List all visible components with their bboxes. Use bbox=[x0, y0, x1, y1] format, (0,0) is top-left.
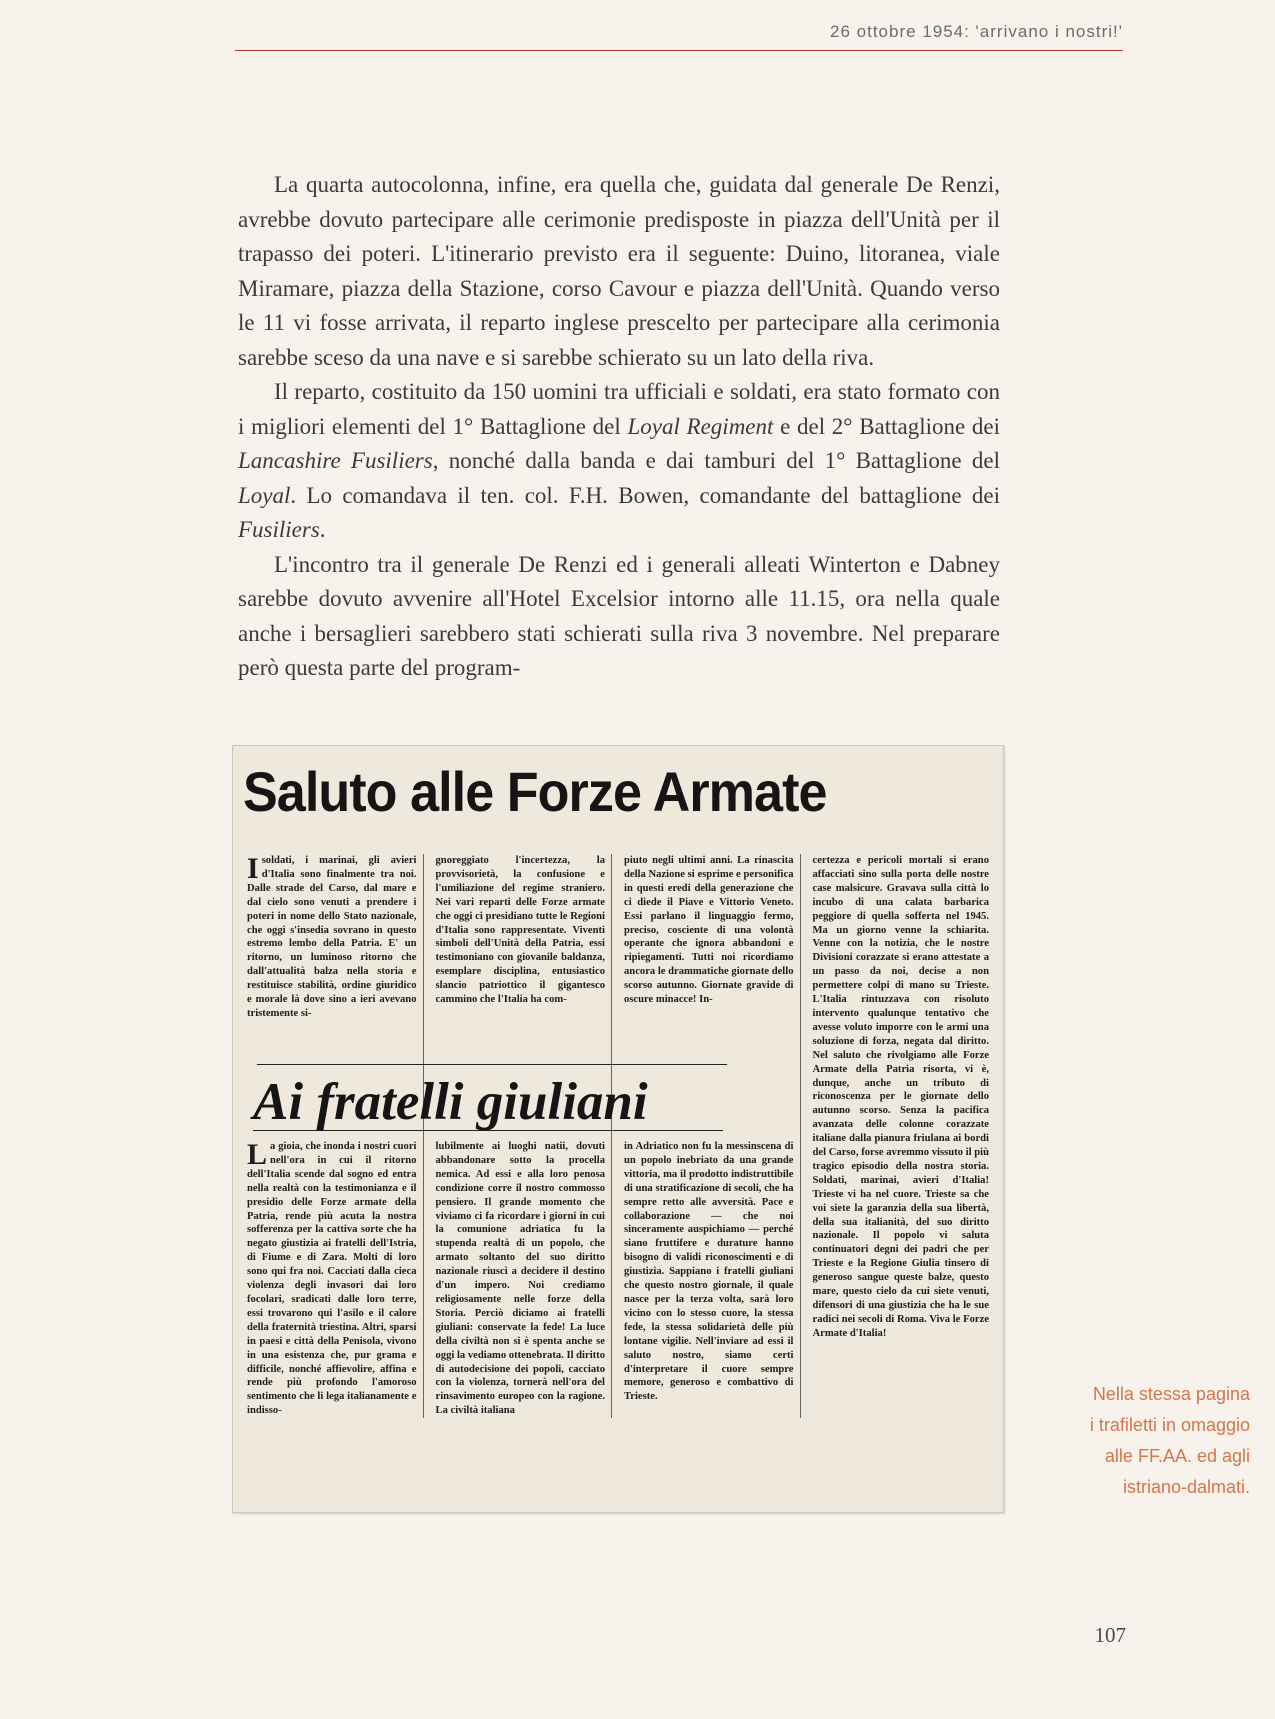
column-text: certezza e pericoli mortali si erano affacciati sino sulla porta delle nostre case malsicure. Gravava sulla città lo incubo di una calata barbarica peggiore di quella sofferta nel 1945. Ma un giorno venne la schiarita. Venne con la notizia, che le nostre Divisioni corazzate si erano attestate a un passo da noi, decise a non permettere colpi di mano su Trieste. L'Italia rintuzzava con risoluto intervento qualunque tentativo che avesse voluto imporre con le armi una soluzione di forza, negata dal diritto. Nel saluto che rivolgiamo alle Forze Armate della Patria risorta, vi è, dunque, anche un tributo di riconoscenza per le giornate dello autunno scorso. Senza la pacifica avanzata delle colonne corazzate italiane dalla pianura friulana ai bordi del Carso, forse avremmo vissuto il più tragico episodio della nostra storia. Soldati, marinai, avieri d'Italia! Trieste vi ha nel cuore. Trieste sa che voi siete la garanzia della sua libertà, della sua italianità, del suo diritto nazionale. Il popolo vi saluta continuatori degni dei padri che per Trieste e la Regione Giulia tinsero di generoso sangue queste balze, questo mare, questo cielo da cui siete venuti, difensori di una giustizia che ha le sue radici nei secoli di Roma. Viva le Forze Armate d'Italia! bbox=[812, 855, 989, 1339]
caption-line: istriano-dalmati. bbox=[1122, 1477, 1250, 1497]
p2-text-d: . Lo comandava il ten. col. F.H. Bowen, comandante del battaglione dei bbox=[290, 482, 1000, 508]
header-rule bbox=[235, 50, 1123, 51]
column-text: in Adriatico non fu la messinscena di un popolo inebriato da una grande vittoria, ma il prodotto indistruttibile di una stratificazione di secoli, che ha sempre retto alle avversità. Pace e collaborazione — che noi sinceramente auspichiamo — perché siano fruttifere e durature hanno bisogno di validi riconoscimenti e di giustizia. Sappiano i fratelli giuliani che questo nostro giornale, il quale nasce per la terza volta, sarà loro vicino con lo stesso cuore, la stessa fede, la stessa solidarietà delle più lontane vigilie. Nell'inviare ad essi il saluto nostro, siamo certi d'interpretare il cuore sempre memore, generoso e combattivo di Trieste. bbox=[624, 1141, 794, 1403]
clipping-subheadline: Ai fratelli giuliani bbox=[253, 1074, 723, 1131]
column-text: piuto negli ultimi anni. La rinascita della Nazione si esprime e personifica in questi eredi della generazione che ci diede il Piave e Vittorio Veneto. Essi parlano il linguaggio fermo, preciso, cosciente di una volontà operante che ignora abbandoni e ripiegamenti. Tutti noi ricordiamo ancora le drammatiche giornate dello scorso autunno. Giornate gravide di oscure minacce! In- bbox=[624, 855, 794, 1006]
p2-italic-3: Loyal bbox=[238, 482, 291, 508]
column-text: lubilmente ai luoghi natii, dovuti abbandonare sotto la procella nemica. Ad essi e alla loro penosa condizione corre il nostro commosso pensiero. Il grande momento che viviamo ci fa ricordare i giorni in cui la comunione adriatica fu la stupenda realtà di un popolo, che armato soltanto del suo diritto nazionale riuscì a decidere il destino d'un impero. Noi crediamo religiosamente nelle forze della Storia. Perciò diciamo ai fratelli giuliani: conservate la fede! La luce della civiltà non si è spenta anche se oggi la vediamo ottenebrata. Il diritto di autodecisione dei popoli, cacciato con la violenza, tornerà nell'ora del rinsavimento europeo con la ragione. La civiltà italiana bbox=[435, 1141, 605, 1417]
caption-line: Nella stessa pagina bbox=[1092, 1384, 1250, 1404]
body-text bbox=[238, 168, 1000, 686]
caption-line: i trafiletti in omaggio bbox=[1089, 1415, 1250, 1435]
paragraph-1: La quarta autocolonna, infine, era quella che, guidata dal generale De Renzi, avrebbe dovuto partecipare alle cerimonie predisposte in piazza dell'Unità per il trapasso dei poteri. L'itinerario previsto era il seguente: Duino, litoranea, viale Miramare, piazza della Stazione, corso Cavour e piazza dell'Unità. Quando verso le 11 vi fosse arrivata, il reparto inglese prescelto per partecipare alla cerimonia sarebbe sceso da una nave e si sarebbe schierato su un lato della riva. bbox=[238, 172, 1000, 370]
photo-caption bbox=[1010, 1379, 1250, 1503]
column-text: soldati, i marinai, gli avieri d'Italia sono finalmente tra noi. Dalle strade del Carso, dal mare e dal cielo sono venuti a prendere i poteri in nome dello Stato nazionale, che oggi s'insedia sovrano in questo estremo lembo della Patria. E' un ritorno, un luminoso ritorno che dall'attualità balza nella storia e restituisce stabilità, ordine giuridico e morale là dove sino a ieri avevano tristemente si- bbox=[247, 855, 417, 1019]
p2-text-b: e del 2° Battaglione dei bbox=[773, 413, 1001, 439]
p2-italic-4: Fusiliers bbox=[238, 517, 320, 542]
clipping-headline: Saluto alle Forze Armate bbox=[243, 760, 827, 823]
clipping-rule bbox=[257, 1064, 727, 1065]
p2-italic-2: Lancashire Fusiliers bbox=[238, 448, 433, 473]
dropcap: I bbox=[247, 852, 259, 885]
paragraph-2 bbox=[238, 375, 1000, 548]
p2-text-a: Il reparto, costituito da 150 uomini tra ufficiali e soldati, era stato formato con i migliori elementi del 1° Battaglione del bbox=[238, 379, 1000, 439]
clipping-column bbox=[436, 1140, 613, 1418]
column-text: gnoreggiato l'incertezza, la provvisorietà, la confusione e l'umiliazione del regime straniero. Nei vari reparti delle Forze armate che oggi ci presidiano tutte le Regioni d'Italia sono rappresentate. Viventi simboli dell'Unità della Patria, essi testimoniano con giovanile baldanza, esemplare disciplina, entusiastico slancio patriottico il gigantesco cammino che l'Italia ha com- bbox=[435, 855, 605, 1006]
column-text: a gioia, che inonda i nostri cuori nell'ora in cui il ritorno dell'Italia scende dal sogno ed entra nella realtà con la testimonianza e il presidio delle Forze armate della Patria, rende più acuta la nostra sofferenza per la cattiva sorte che ha negato giustizia ai fratelli dell'Istria, di Fiume e di Zara. Molti di loro sono qui fra noi. Cacciati dalla cieca violenza degli invasori dai loro focolari, sradicati dalle loro terre, essi trovarono qui l'asilo e il calore della fraternità triestina. Altri, sparsi in paesi e città della Penisola, vivono in una esistenza che, pur grama e difficile, nonché affievolire, affina e rende più profondo l'amoroso sentimento che li lega italianamente e indisso- bbox=[247, 1141, 417, 1417]
newspaper-clipping bbox=[232, 745, 1004, 1513]
paragraph-3: L'incontro tra il generale De Renzi ed i generali alleati Winterton e Dabney sarebbe dovuto avvenire all'Hotel Excelsior intorno alle 11.15, ora nella quale anche i bersaglieri sarebbero stati schierati sulla riva 3 novembre. Nel preparare però questa parte del program- bbox=[238, 551, 1000, 680]
running-header: 26 ottobre 1954: 'arrivano i nostri!' bbox=[830, 22, 1123, 41]
p2-text-e: . bbox=[319, 517, 326, 542]
clipping-bottom-columns bbox=[247, 1140, 989, 1418]
caption-line: alle FF.AA. ed agli bbox=[1104, 1446, 1250, 1466]
p2-text-c: , nonché dalla banda e dai tamburi del 1° Battaglione del bbox=[432, 448, 1000, 473]
clipping-column bbox=[247, 1140, 424, 1418]
p2-italic-1: Loyal Regiment bbox=[627, 413, 774, 439]
dropcap: L bbox=[247, 1138, 268, 1171]
clipping-column bbox=[624, 1140, 801, 1418]
page-number: 107 bbox=[1094, 1623, 1126, 1647]
